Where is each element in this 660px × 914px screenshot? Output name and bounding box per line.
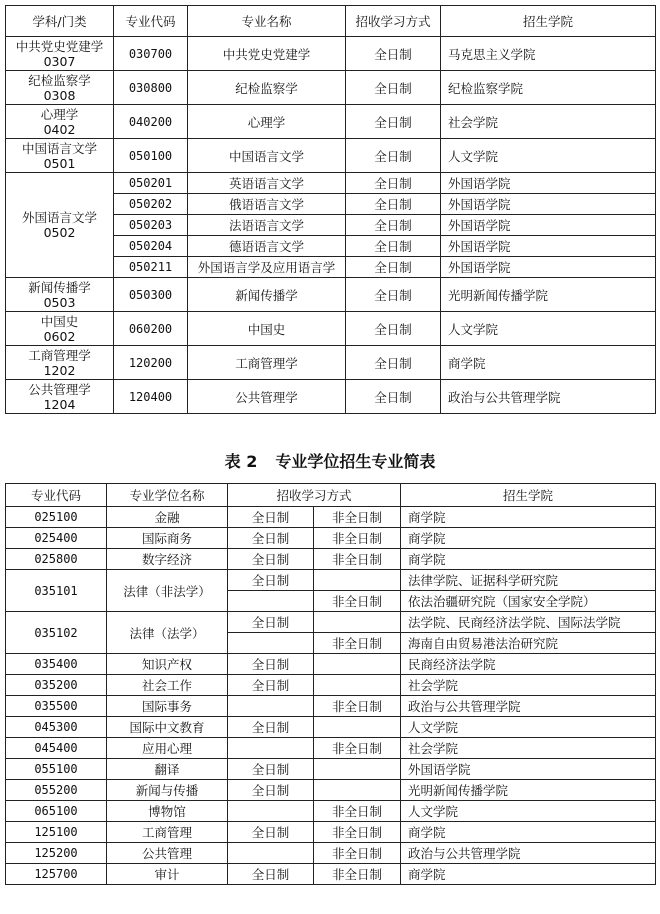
table-row xyxy=(6,346,656,380)
header-study-mode: 招收学习方式 xyxy=(228,484,401,507)
discipline-name: 新闻传播学 xyxy=(28,279,91,295)
part-time-mode: 非全日制 xyxy=(314,801,401,822)
college-name: 民商经济法学院 xyxy=(401,654,656,675)
header-major-name: 专业名称 xyxy=(188,6,346,37)
table-row xyxy=(6,173,656,194)
discipline-name: 中共党史党建学 xyxy=(15,38,104,54)
college-name: 商学院 xyxy=(441,346,656,380)
major-name: 中共党史党建学 xyxy=(188,37,346,71)
college-name: 外国语学院 xyxy=(401,759,656,780)
major-name: 中国史 xyxy=(188,312,346,346)
degree-name: 金融 xyxy=(107,507,228,528)
table-row xyxy=(6,612,656,633)
discipline-code: 0502 xyxy=(43,225,76,240)
part-time-mode xyxy=(314,612,401,633)
part-time-mode: 非全日制 xyxy=(314,591,401,612)
part-time-mode: 非全日制 xyxy=(314,696,401,717)
caption-number: 表 2 xyxy=(224,452,258,471)
discipline-name: 中国语言文学 xyxy=(21,140,97,156)
degree-name: 工商管理 xyxy=(107,822,228,843)
degree-name: 知识产权 xyxy=(107,654,228,675)
major-name: 俄语语言文学 xyxy=(188,194,346,215)
degree-code: 125200 xyxy=(6,843,107,864)
college-name: 社会学院 xyxy=(401,738,656,759)
college-name: 光明新闻传播学院 xyxy=(401,780,656,801)
full-time-mode: 全日制 xyxy=(228,822,314,843)
part-time-mode xyxy=(314,759,401,780)
full-time-mode: 全日制 xyxy=(228,864,314,885)
discipline-code: 0503 xyxy=(43,294,76,310)
study-mode: 全日制 xyxy=(346,215,441,236)
degree-name: 应用心理 xyxy=(107,738,228,759)
degree-name: 博物馆 xyxy=(107,801,228,822)
full-time-mode: 全日制 xyxy=(228,759,314,780)
part-time-mode xyxy=(314,570,401,591)
discipline-cell xyxy=(6,346,114,380)
table-row xyxy=(6,278,656,312)
discipline-cell xyxy=(6,380,114,414)
full-time-mode: 全日制 xyxy=(228,612,314,633)
discipline-name: 心理学 xyxy=(40,106,79,122)
study-mode: 全日制 xyxy=(346,278,441,312)
degree-code: 035400 xyxy=(6,654,107,675)
table-row xyxy=(6,675,656,696)
study-mode: 全日制 xyxy=(346,173,441,194)
discipline-code: 1202 xyxy=(43,362,76,378)
full-time-mode: 全日制 xyxy=(228,780,314,801)
study-mode: 全日制 xyxy=(346,257,441,278)
degree-name: 审计 xyxy=(107,864,228,885)
table-row xyxy=(6,738,656,759)
table-row xyxy=(6,312,656,346)
degree-code: 035500 xyxy=(6,696,107,717)
major-code: 050204 xyxy=(114,236,188,257)
table-header-row xyxy=(6,484,656,507)
part-time-mode: 非全日制 xyxy=(314,507,401,528)
major-code: 120400 xyxy=(114,380,188,414)
major-name: 德语语言文学 xyxy=(188,236,346,257)
major-code: 030700 xyxy=(114,37,188,71)
college-name: 海南自由贸易港法治研究院 xyxy=(401,633,656,654)
major-code: 030800 xyxy=(114,71,188,105)
full-time-mode: 全日制 xyxy=(228,570,314,591)
discipline-code: 0602 xyxy=(43,328,76,344)
part-time-mode: 非全日制 xyxy=(314,528,401,549)
table-row xyxy=(6,528,656,549)
degree-code: 025400 xyxy=(6,528,107,549)
part-time-mode: 非全日制 xyxy=(314,864,401,885)
full-time-mode: 全日制 xyxy=(228,507,314,528)
study-mode: 全日制 xyxy=(346,236,441,257)
part-time-mode: 非全日制 xyxy=(314,633,401,654)
part-time-mode xyxy=(314,780,401,801)
major-code: 050211 xyxy=(114,257,188,278)
part-time-mode: 非全日制 xyxy=(314,822,401,843)
college-name: 商学院 xyxy=(401,549,656,570)
discipline-name: 外国语言文学 xyxy=(21,210,97,225)
college-name: 商学院 xyxy=(401,864,656,885)
table-row xyxy=(6,759,656,780)
full-time-mode xyxy=(228,843,314,864)
college-name: 社会学院 xyxy=(441,105,656,139)
discipline-cell xyxy=(6,139,114,173)
table-header-row xyxy=(6,6,656,37)
header-code: 专业代码 xyxy=(6,484,107,507)
degree-code: 035200 xyxy=(6,675,107,696)
part-time-mode: 非全日制 xyxy=(314,843,401,864)
table-row xyxy=(6,843,656,864)
full-time-mode xyxy=(228,591,314,612)
college-name: 马克思主义学院 xyxy=(441,37,656,71)
table-row xyxy=(6,801,656,822)
full-time-mode xyxy=(228,738,314,759)
discipline-name: 公共管理学 xyxy=(28,381,91,397)
table-caption xyxy=(0,449,660,472)
college-name: 政治与公共管理学院 xyxy=(401,843,656,864)
full-time-mode: 全日制 xyxy=(228,549,314,570)
college-name: 社会学院 xyxy=(401,675,656,696)
degree-code: 125700 xyxy=(6,864,107,885)
discipline-cell xyxy=(6,105,114,139)
college-name: 商学院 xyxy=(401,528,656,549)
college-name: 光明新闻传播学院 xyxy=(441,278,656,312)
major-code: 040200 xyxy=(114,105,188,139)
study-mode: 全日制 xyxy=(346,37,441,71)
discipline-cell xyxy=(6,312,114,346)
study-mode: 全日制 xyxy=(346,346,441,380)
major-name: 心理学 xyxy=(188,105,346,139)
professional-degree-table xyxy=(5,483,656,885)
degree-name: 国际商务 xyxy=(107,528,228,549)
header-study-mode: 招收学习方式 xyxy=(346,6,441,37)
degree-code: 055200 xyxy=(6,780,107,801)
discipline-code: 1204 xyxy=(43,396,76,412)
discipline-cell xyxy=(6,173,114,278)
discipline-code: 0308 xyxy=(43,87,76,103)
table-row xyxy=(6,780,656,801)
header-college: 招生学院 xyxy=(441,6,656,37)
major-name: 新闻传播学 xyxy=(188,278,346,312)
degree-name: 社会工作 xyxy=(107,675,228,696)
part-time-mode xyxy=(314,654,401,675)
table-row xyxy=(6,380,656,414)
full-time-mode xyxy=(228,633,314,654)
table-row xyxy=(6,105,656,139)
college-name: 商学院 xyxy=(401,822,656,843)
major-name: 公共管理学 xyxy=(188,380,346,414)
full-time-mode xyxy=(228,696,314,717)
degree-code: 035101 xyxy=(6,570,107,612)
college-name: 外国语学院 xyxy=(441,194,656,215)
study-mode: 全日制 xyxy=(346,312,441,346)
discipline-name: 工商管理学 xyxy=(28,347,91,363)
discipline-code: 0307 xyxy=(43,53,76,69)
degree-code: 025100 xyxy=(6,507,107,528)
full-time-mode: 全日制 xyxy=(228,528,314,549)
major-code: 050300 xyxy=(114,278,188,312)
table-row xyxy=(6,549,656,570)
full-time-mode: 全日制 xyxy=(228,675,314,696)
discipline-cell xyxy=(6,37,114,71)
degree-name: 新闻与传播 xyxy=(107,780,228,801)
degree-name: 法律（非法学） xyxy=(107,570,228,612)
table-row xyxy=(6,71,656,105)
major-code: 050201 xyxy=(114,173,188,194)
part-time-mode: 非全日制 xyxy=(314,549,401,570)
degree-code: 045300 xyxy=(6,717,107,738)
college-name: 人文学院 xyxy=(441,312,656,346)
part-time-mode xyxy=(314,675,401,696)
degree-name: 数字经济 xyxy=(107,549,228,570)
full-time-mode: 全日制 xyxy=(228,717,314,738)
major-name: 法语语言文学 xyxy=(188,215,346,236)
degree-code: 125100 xyxy=(6,822,107,843)
degree-name: 公共管理 xyxy=(107,843,228,864)
degree-code: 025800 xyxy=(6,549,107,570)
degree-code: 065100 xyxy=(6,801,107,822)
discipline-cell xyxy=(6,278,114,312)
major-code: 120200 xyxy=(114,346,188,380)
major-code: 050100 xyxy=(114,139,188,173)
header-major-code: 专业代码 xyxy=(114,6,188,37)
table-row xyxy=(6,864,656,885)
caption-title: 专业学位招生专业简表 xyxy=(275,452,436,471)
major-code: 050203 xyxy=(114,215,188,236)
study-mode: 全日制 xyxy=(346,71,441,105)
college-name: 依法治疆研究院（国家安全学院） xyxy=(401,591,656,612)
major-name: 中国语言文学 xyxy=(188,139,346,173)
major-code: 060200 xyxy=(114,312,188,346)
college-name: 人文学院 xyxy=(401,717,656,738)
header-degree-name: 专业学位名称 xyxy=(107,484,228,507)
college-name: 纪检监察学院 xyxy=(441,71,656,105)
part-time-mode xyxy=(314,717,401,738)
table-row xyxy=(6,822,656,843)
study-mode: 全日制 xyxy=(346,380,441,414)
study-mode: 全日制 xyxy=(346,139,441,173)
college-name: 外国语学院 xyxy=(441,236,656,257)
college-name: 政治与公共管理学院 xyxy=(401,696,656,717)
degree-code: 035102 xyxy=(6,612,107,654)
major-name: 纪检监察学 xyxy=(188,71,346,105)
college-name: 外国语学院 xyxy=(441,173,656,194)
degree-name: 国际事务 xyxy=(107,696,228,717)
college-name: 商学院 xyxy=(401,507,656,528)
college-name: 政治与公共管理学院 xyxy=(441,380,656,414)
major-name: 英语语言文学 xyxy=(188,173,346,194)
header-discipline: 学科/门类 xyxy=(6,6,114,37)
table-row xyxy=(6,654,656,675)
table-row xyxy=(6,696,656,717)
major-name: 工商管理学 xyxy=(188,346,346,380)
part-time-mode: 非全日制 xyxy=(314,738,401,759)
discipline-code: 0501 xyxy=(43,155,76,171)
discipline-name: 纪检监察学 xyxy=(28,72,91,88)
college-name: 法学院、民商经济法学院、国际法学院 xyxy=(401,612,656,633)
academic-degree-table xyxy=(5,5,656,414)
major-name: 外国语言学及应用语言学 xyxy=(188,257,346,278)
college-name: 人文学院 xyxy=(441,139,656,173)
college-name: 法律学院、证据科学研究院 xyxy=(401,570,656,591)
degree-name: 国际中文教育 xyxy=(107,717,228,738)
table-row xyxy=(6,139,656,173)
study-mode: 全日制 xyxy=(346,194,441,215)
table-row xyxy=(6,37,656,71)
degree-code: 055100 xyxy=(6,759,107,780)
degree-name: 法律（法学） xyxy=(107,612,228,654)
discipline-cell xyxy=(6,71,114,105)
college-name: 外国语学院 xyxy=(441,257,656,278)
header-college: 招生学院 xyxy=(401,484,656,507)
discipline-code: 0402 xyxy=(43,121,76,137)
discipline-name: 中国史 xyxy=(40,313,79,329)
degree-code: 045400 xyxy=(6,738,107,759)
table-row xyxy=(6,570,656,591)
table-row xyxy=(6,507,656,528)
college-name: 外国语学院 xyxy=(441,215,656,236)
study-mode: 全日制 xyxy=(346,105,441,139)
major-code: 050202 xyxy=(114,194,188,215)
table-row xyxy=(6,717,656,738)
degree-name: 翻译 xyxy=(107,759,228,780)
college-name: 人文学院 xyxy=(401,801,656,822)
full-time-mode: 全日制 xyxy=(228,654,314,675)
full-time-mode xyxy=(228,801,314,822)
